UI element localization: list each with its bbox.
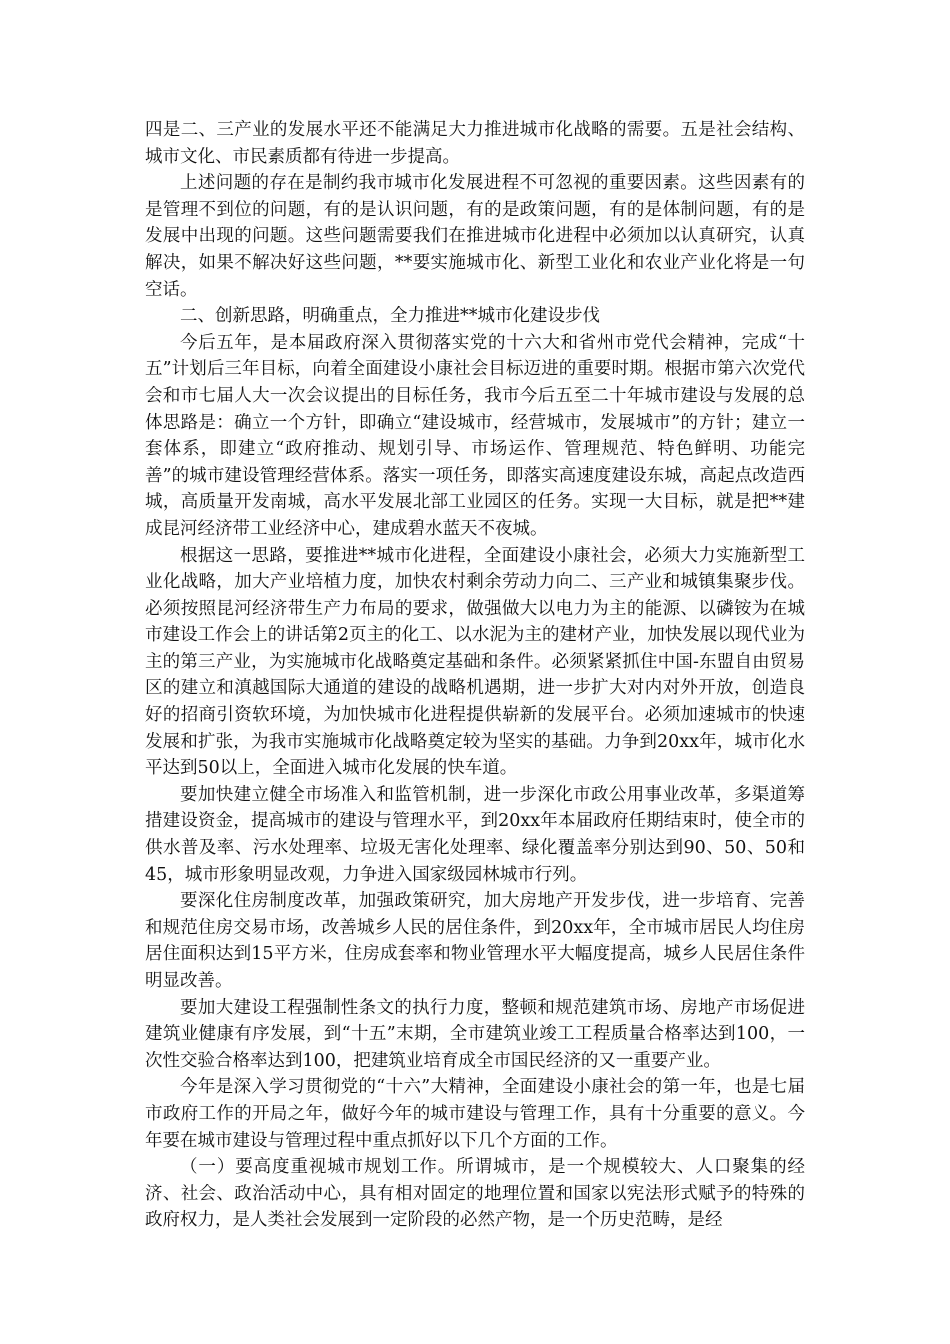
paragraph: 四是二、三产业的发展水平还不能满足大力推进城市化战略的需要。五是社会结构、城市文化、市民素质都有待进一步提高。: [145, 120, 805, 167]
paragraph: 要加快建立健全市场准入和监管机制，进一步深化市政公用事业改革，多渠道筹措建设资金，提高城市的建设与管理水平，到20xx年本届政府任期结束时，使全市的供水普及率、污水处理率、垃圾无害化处理率、绿化覆盖率分别达到90、50、50和45，城市形象明显改观，力争进入国家级园林城市行列。: [145, 784, 805, 885]
paragraph: 根据这一思路，要推进**城市化进程，全面建设小康社会，必须大力实施新型工业化战略，加大产业培植力度，加快农村剩余劳动力向二、三产业和城镇集聚步伐。必须按照昆河经济带生产力布局的要求，做强做大以电力为主的能源、以磷铵为在城市建设工作会上的讲话第2页主的化工、以水泥为主的建材产业，加快发展以现代业为主的第三产业，为实施城市化战略奠定基础和条件。必须紧紧抓住中国-东盟自由贸易区的建立和滇越国际大通道的建设的战略机遇期，进一步扩大对内对外开放，创造良好的招商引资软环境，为加快城市化进程提供崭新的发展平台。必须加速城市的快速发展和扩张，为我市实施城市化战略奠定较为坚实的基础。力争到20xx年，城市化水平达到50以上，全面进入城市化发展的快车道。: [145, 545, 805, 779]
paragraph: 今后五年，是本届政府深入贯彻落实党的十六大和省州市党代会精神，完成“十五”计划后三年目标，向着全面建设小康社会目标迈进的重要时期。根据市第六次党代会和市七届人大一次会议提出的目标任务，我市今后五至二十年城市建设与发展的总体思路是：确立一个方针，即确立“建设城市，经营城市，发展城市”的方针；建立一套体系，即建立“政府推动、规划引导、市场运作、管理规范、特色鲜明、功能完善”的城市建设管理经营体系。落实一项任务，即落实高速度建设东城，高起点改造西城，高质量开发南城，高水平发展北部工业园区的任务。实现一大目标，就是把**建成昆河经济带工业经济中心，建成碧水蓝天不夜城。: [145, 332, 805, 539]
paragraph: 要深化住房制度改革，加强政策研究，加大房地产开发步伐，进一步培育、完善和规范住房交易市场，改善城乡人民的居住条件，到20xx年，全市城市居民人均住房居住面积达到15平方米，住房成套率和物业管理水平大幅度提高，城乡人民居住条件明显改善。: [145, 891, 805, 991]
section-heading: 二、创新思路，明确重点，全力推进**城市化建设步伐: [180, 306, 600, 327]
paragraph: 上述问题的存在是制约我市城市化发展进程不可忽视的重要因素。这些因素有的是管理不到位的问题，有的是认识问题，有的是政策问题，有的是体制问题，有的是发展中出现的问题。这些问题需要我们在推进城市化进程中必须加以认真研究，认真解决，如果不解决好这些问题，**要实施城市化、新型工业化和农业产业化将是一句空话。: [145, 173, 805, 300]
document-page: [145, 117, 805, 1234]
paragraph: （一）要高度重视城市规划工作。所谓城市，是一个规模较大、人口聚集的经济、社会、政治活动中心，具有相对固定的地理位置和国家以宪法形式赋予的特殊的政府权力，是人类社会发展到一定阶段的必然产物，是一个历史范畴，是经: [145, 1157, 805, 1231]
paragraph: 要加大建设工程强制性条文的执行力度，整顿和规范建筑市场、房地产市场促进建筑业健康有序发展，到“十五”末期，全市建筑业竣工工程质量合格率达到100，一次性交验合格率达到100，把建筑业培育成全市国民经济的又一重要产业。: [145, 997, 805, 1071]
paragraph: 今年是深入学习贯彻党的“十六”大精神，全面建设小康社会的第一年，也是七届市政府工作的开局之年，做好今年的城市建设与管理工作，具有十分重要的意义。今年要在城市建设与管理过程中重点抓好以下几个方面的工作。: [145, 1077, 805, 1151]
